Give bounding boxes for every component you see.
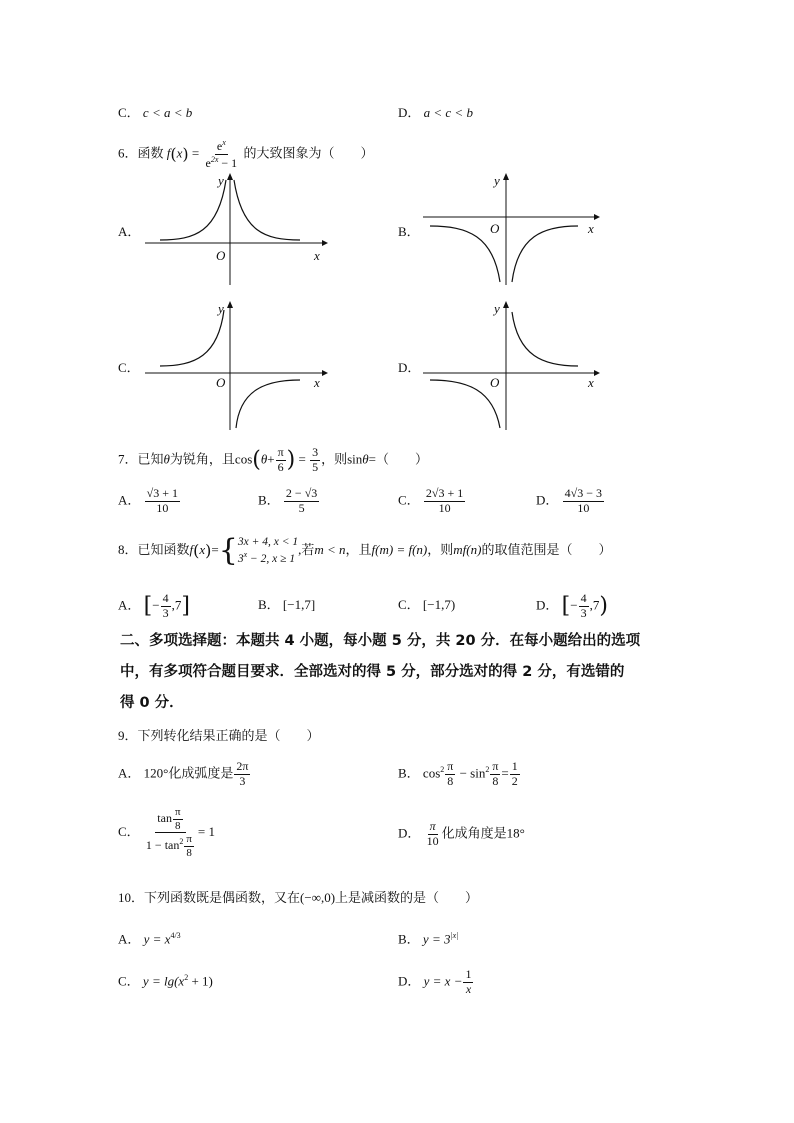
equals: = 1 [197,823,216,839]
denominator: 5 [298,500,305,515]
theta: θ [362,451,369,467]
interval-end: ,7 [171,597,182,613]
stem-text: 的大致图象为（ ） [243,145,374,161]
q9-option-c [118,806,215,860]
denominator: 3 [239,773,246,788]
option-label: D． [536,492,559,508]
cos: cos [422,765,441,781]
denominator: 10 [577,500,590,515]
numerator: π [277,445,284,459]
q9-option-b [398,760,521,789]
square: 2 [440,764,445,774]
interval-end: ,7 [589,597,600,613]
origin-label: O [216,375,226,390]
option-label: B． [258,597,280,612]
y-axis-arrow [227,301,233,308]
square: 2 [485,764,490,774]
denominator: 10 [438,500,451,515]
tan: tan [157,810,172,825]
x-axis-arrow [594,214,600,220]
expression: mf(n) [453,541,482,557]
exponent: 2x [210,154,219,164]
section-heading-line-3: 得 0 分． [120,695,184,711]
q10-stem [118,891,478,904]
stem-text: 上是减函数的是（ ） [335,890,479,905]
stem-text: =（ ） [368,451,429,467]
curve-right [512,226,578,282]
q9-option-a [118,760,251,789]
func-name: f [166,145,171,161]
stem-text: ，则 [427,541,454,557]
stem-text: ，且 [345,541,372,557]
function-rest: + 1) [188,973,213,989]
option-label: B． [258,492,280,508]
q10-option-c [118,974,213,987]
option-label: D． [536,597,559,613]
option-label: C． [398,492,420,508]
numerator: 1 [511,759,518,773]
option-label: A． [118,597,141,613]
var: x [199,541,206,557]
q8-option-c [398,598,455,611]
origin-label: O [216,248,226,263]
option-text: 化成角度是18° [441,825,525,841]
piece-2-exp: x [243,549,248,559]
numerator: π [174,806,181,818]
option-label: D． [398,825,421,841]
x-label: x [588,221,594,236]
numerator: e [216,139,223,153]
q8-option-b [258,598,315,611]
q8-option-a: A． [− $\frac{4}{3}$ ,7] [118,591,190,620]
option-text: c < a < b [142,105,193,120]
q9-stem: 9．下列转化结果正确的是（ ） [118,728,320,743]
condition: m < n [314,541,346,557]
q6-option-a-label: A． [118,224,141,239]
minus: − [456,765,471,781]
func-name: f [189,541,194,557]
option-label: C． [118,105,140,120]
exponent: 4/3 [170,931,181,940]
theta: θ [260,451,268,467]
denominator: 3 [162,605,169,620]
origin-label: O [490,221,500,236]
theta: θ [163,451,170,467]
equals: = [298,451,306,467]
interval: (−∞,0) [300,890,336,905]
numerator: 4 [580,591,587,605]
condition: f(m) = f(n) [371,541,428,557]
minus: − [152,597,160,613]
q10-option-b [398,932,458,945]
x-label: x [314,248,320,263]
denominator-text: 1 − tan [145,838,180,853]
y-label: y [218,301,224,316]
q6-option-c-label: C． [118,360,140,375]
stem-text: 8．已知函数 [118,541,190,557]
equals: = [211,541,219,557]
section-heading-line-1: 二、多项选择题：本题共 4 小题，每小题 5 分，共 20 分．在每小题给出的选项 [120,633,641,649]
option-label: A． [118,492,141,508]
option-text: [−1,7) [422,597,456,612]
q10-option-d [398,968,474,997]
numerator: π [429,819,436,833]
q6-stem: 6．函数 f(x) = $\frac{e^x}{e^{2x} - 1}$ 的大致图象为（ ） [118,138,374,170]
q10-option-a [118,932,181,945]
exponent: |x| [450,931,459,940]
option-text: 120°化成弧度是 [143,765,234,781]
y-axis-arrow [503,173,509,180]
function: y = lg(x [142,973,185,989]
option-label: C． [398,597,420,612]
numerator: π [186,833,192,846]
y-axis-arrow [503,301,509,308]
denominator: 8 [186,846,192,859]
origin-label: O [490,375,500,390]
denominator-rest: − 1 [218,155,238,170]
x-axis-arrow [594,370,600,376]
numerator: √3 + 1 [146,486,178,500]
option-label: D． [398,973,421,989]
q9-option-d [398,820,525,849]
q7-option-d [536,487,605,516]
option-label: D． [398,105,421,120]
piecewise [238,535,298,567]
q8-stem: 8．已知函数f(x)={ 3x + 4, x < 1 $3^x - 2$, x ≥ 1 ,若m < n，且f(m) = f(n)，则mf(n)的取值范围是（ ） [118,532,612,568]
q6-option-d-label: D． [398,360,421,375]
q8-option-d: D． [− $\frac{4}{3}$ ,7) [536,591,608,620]
numerator: 2π [236,759,249,773]
q6-graph-a [140,170,340,290]
curve-right [512,312,578,366]
stem-text: 10．下列函数既是偶函数，又在 [118,890,301,905]
stem-text: 6．函数 [118,145,164,161]
numerator: π [492,759,499,773]
numerator: 2√3 + 1 [425,486,464,500]
denominator: 10 [156,500,169,515]
section-heading-line-2: 中，有多项符合题目要求．全部选对的得 5 分，部分选对的得 2 分，有选错的 [120,664,625,680]
equals: = [501,765,509,781]
function: y = 3 [422,931,451,947]
curve-right [234,180,300,240]
numerator: 3 [312,445,319,459]
stem-text: ，则 [321,451,348,467]
x-label: x [314,375,320,390]
square: 2 [184,973,189,982]
plus: + [267,451,275,467]
denominator: e [205,155,211,170]
x-axis-arrow [322,240,328,246]
y-label: y [218,173,224,188]
x-axis-arrow [322,370,328,376]
option-text: a < c < b [423,105,473,120]
denominator: 8 [447,773,454,788]
numerator: 4 [162,591,169,605]
q5-option-d [398,106,473,119]
option-label: A． [118,931,141,947]
denominator: 8 [175,819,181,832]
q7-option-b [258,487,320,516]
q6-option-b-label: B． [398,224,420,239]
pi-over-six [276,446,286,475]
numerator: 1 [465,967,472,981]
curve-left [160,180,226,240]
stem-text: 的取值范围是（ ） [481,541,612,557]
y-label: y [494,301,500,316]
denominator: 8 [492,773,499,788]
q7-stem: 7．已知θ为锐角，且cos(θ+ $\frac{\pi}{6}$ ) = $\frac{3}{5}$ ，则sinθ=（ ） [118,445,429,474]
q6-graph-c [140,298,340,433]
curve-right [236,380,300,428]
curve-left [160,310,224,366]
exponent: x [222,138,226,147]
function: y = x [143,931,171,947]
equals: = [191,145,200,161]
q6-fraction [204,138,240,171]
option-label: B． [398,765,420,781]
function: y = x − [423,973,463,989]
denominator: x [465,981,472,996]
three-fifths [310,446,320,475]
denominator: 3 [580,605,587,620]
q7-option-a [118,487,181,516]
option-text: [−1,7] [282,597,316,612]
denominator: 6 [277,459,284,474]
option-label: C． [118,823,140,839]
cos: cos [234,451,253,467]
y-label: y [494,173,500,188]
sin: sin [347,451,363,467]
stem-text: 7．已知 [118,451,164,467]
stem-text: 为锐角，且 [169,451,235,467]
stem-text: ,若 [298,541,315,557]
var: x [176,145,183,161]
q6-graph-d [418,298,618,433]
x-label: x [588,375,594,390]
numerator: 2 − √3 [285,486,318,500]
q6-graph-b [418,170,618,290]
option-label: B． [398,931,420,947]
piece-2-rest: − 2, x ≥ 1 [247,552,296,565]
option-label: A． [118,765,141,781]
numerator: π [447,759,454,773]
minus: − [570,597,578,613]
sin: sin [470,765,486,781]
option-label: C． [118,973,140,989]
q5-option-c [118,106,192,119]
q7-option-c [398,487,466,516]
denominator: 5 [312,459,319,474]
piece-2-base: 3 [237,552,244,565]
piece-1: 3x + 4, x < 1 [237,536,299,548]
y-axis-arrow [227,173,233,180]
square: 2 [179,837,184,847]
numerator: 4√3 − 3 [564,486,602,500]
denominator: 2 [511,773,518,788]
denominator: 10 [426,833,439,848]
